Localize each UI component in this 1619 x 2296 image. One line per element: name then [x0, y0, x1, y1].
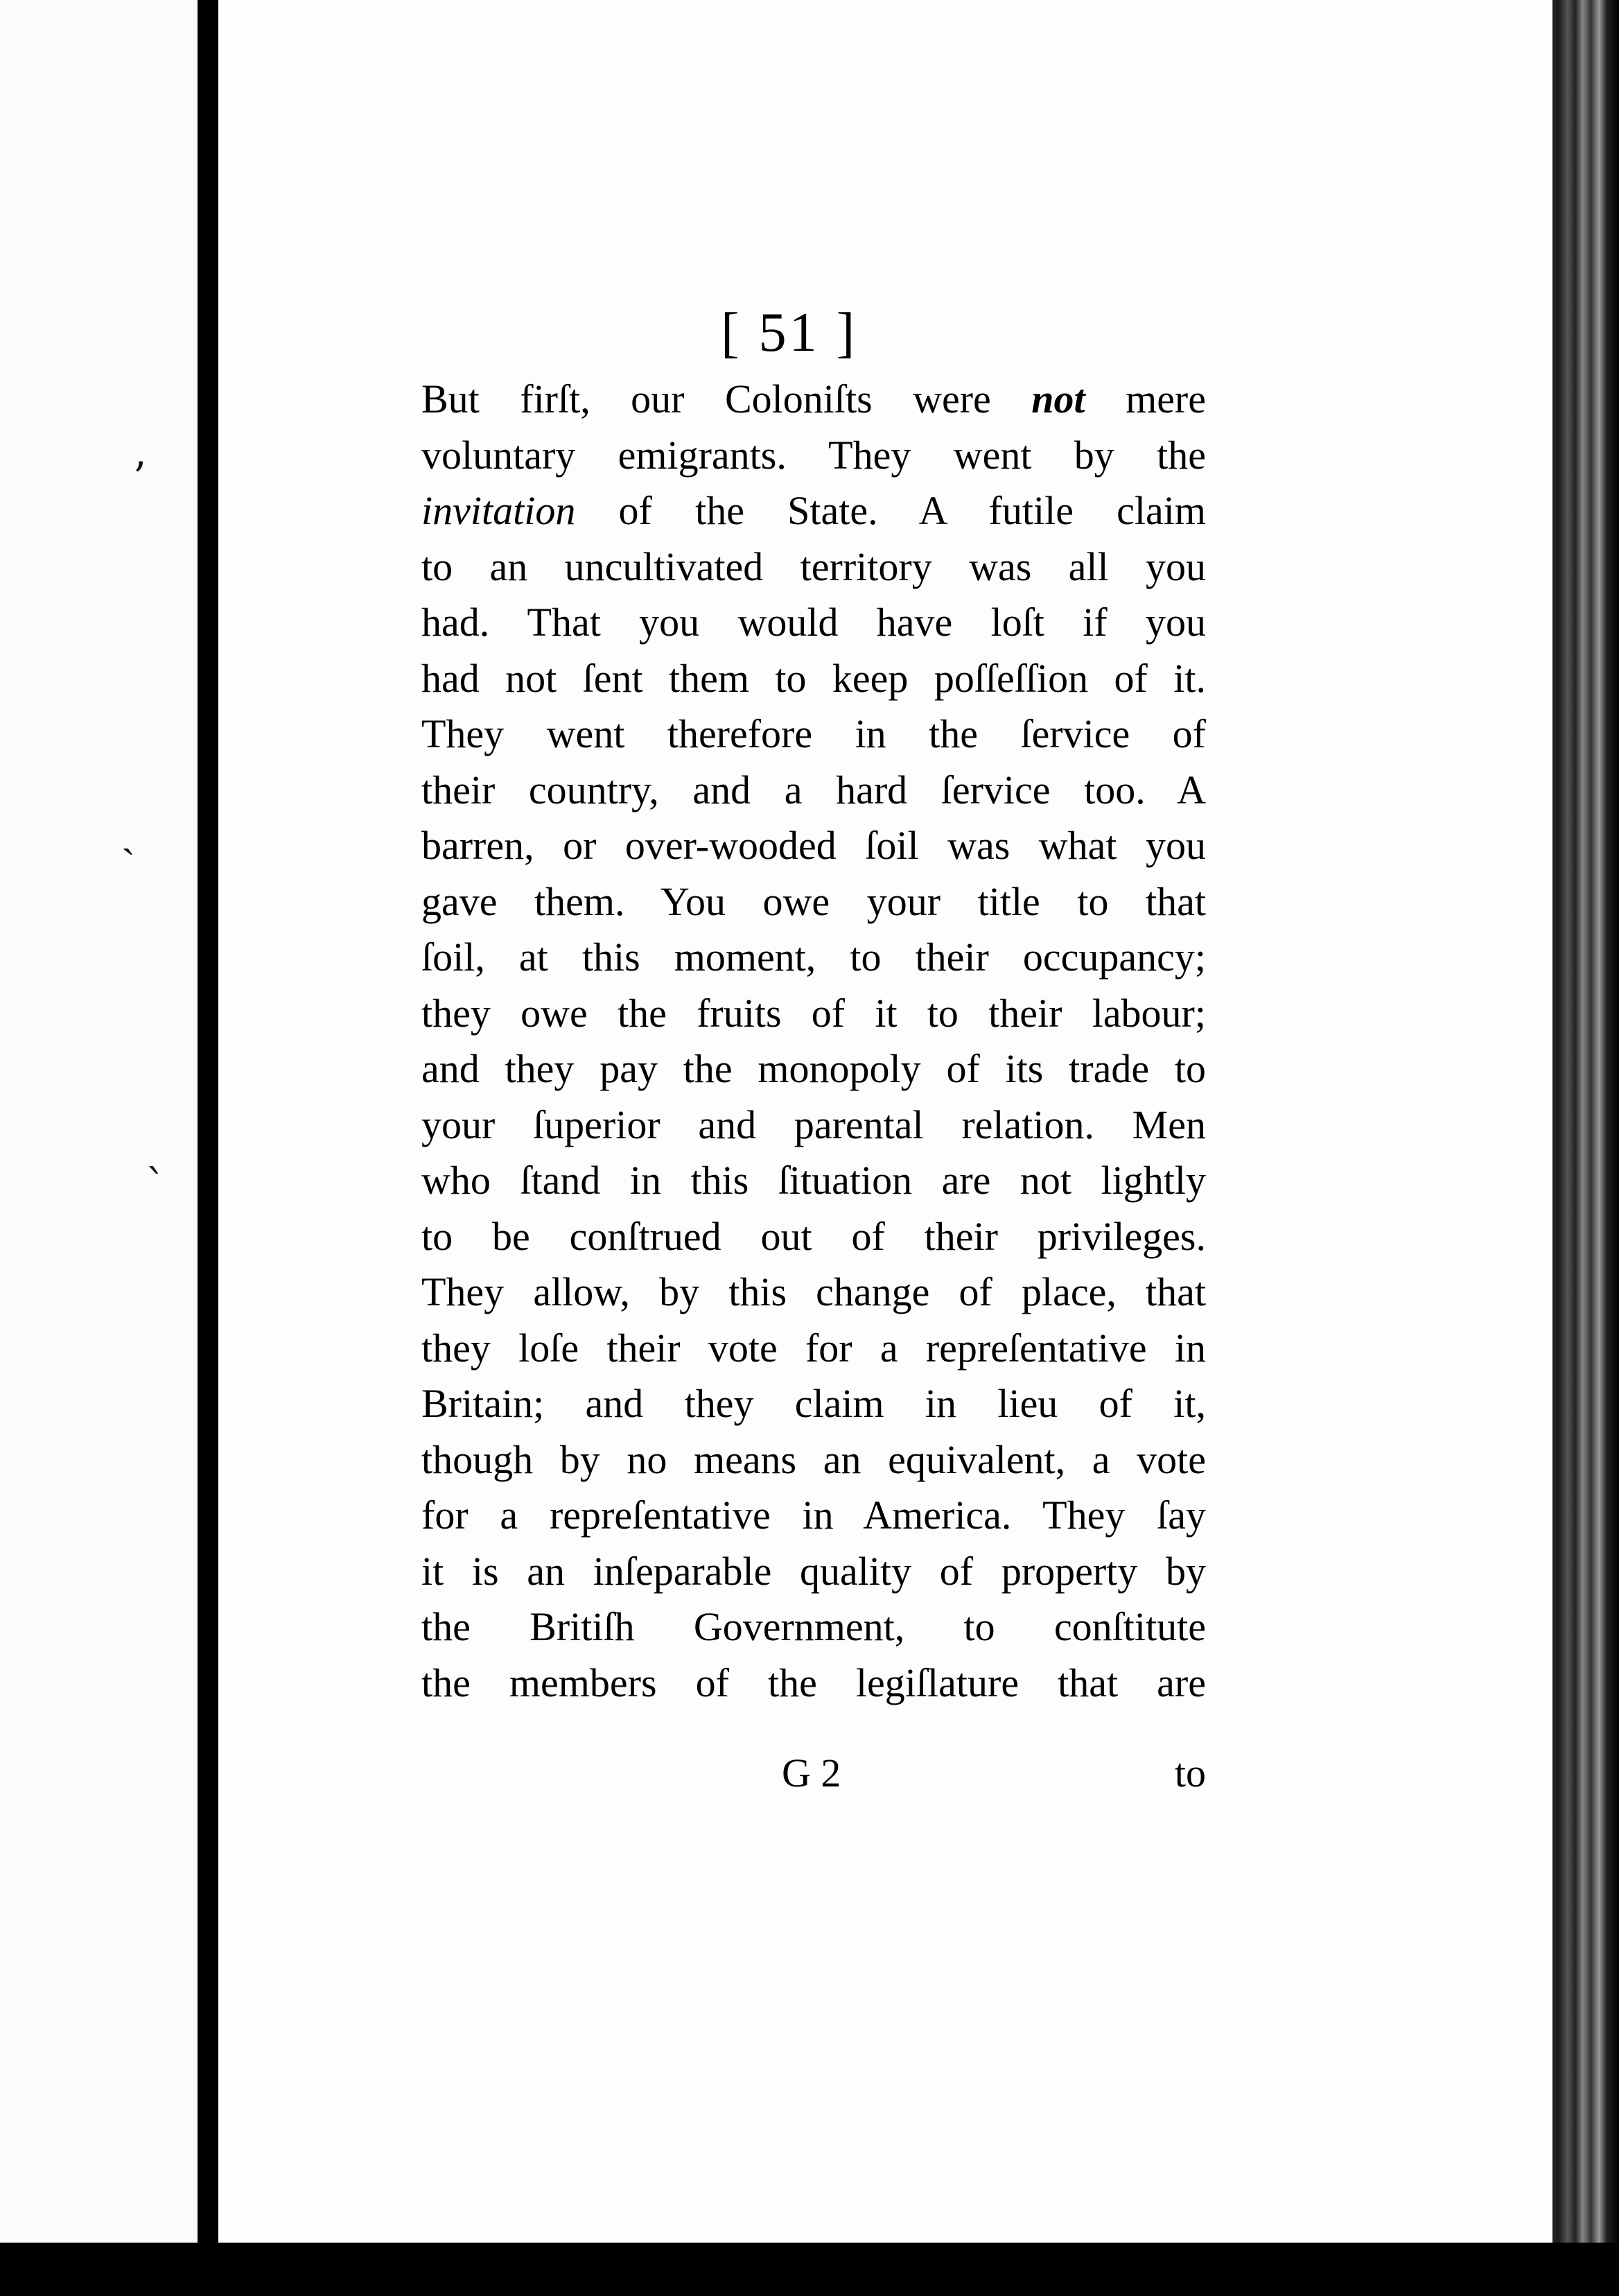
line-text: for a repreſentative in America. They ſay	[421, 1493, 1206, 1538]
line-text: they loſe their vote for a repreſentative in	[421, 1325, 1206, 1371]
text-line	[421, 1599, 1206, 1655]
line-text: they owe the fruits of it to their labour;	[421, 990, 1206, 1036]
catchword: to	[1174, 1750, 1206, 1795]
line-text: ſoil, at this moment, to their occupancy;	[421, 934, 1206, 980]
text-line	[421, 1153, 1206, 1209]
text-line	[421, 539, 1206, 595]
text-line	[421, 1544, 1206, 1600]
text-line	[421, 1655, 1206, 1712]
text-line	[421, 372, 1206, 428]
text-line	[421, 1209, 1206, 1265]
page-edges	[1557, 0, 1619, 2296]
bottom-shadow	[0, 2243, 1619, 2296]
text-line	[421, 763, 1206, 819]
text-line	[421, 986, 1206, 1042]
text-line	[421, 1376, 1206, 1432]
line-text: gave them. You owe your title to that	[421, 878, 1206, 924]
line-text: to be conſtrued out of their privileges.	[421, 1213, 1206, 1259]
text-line	[421, 428, 1206, 484]
text-line	[421, 1432, 1206, 1488]
text-line	[421, 1041, 1206, 1097]
body-text	[421, 372, 1206, 1711]
line-text: and they pay the monopoly of its trade to	[421, 1046, 1206, 1091]
line-text: though by no means an equivalent, a vote	[421, 1436, 1206, 1482]
text-line	[421, 595, 1206, 651]
text-line	[421, 874, 1206, 930]
gutter-shadow	[198, 0, 218, 2296]
line-text: They allow, by this change of place, that	[421, 1269, 1206, 1314]
emphasis-text: invitation	[421, 488, 576, 533]
text-line	[421, 706, 1206, 763]
line-text: mere	[1085, 376, 1206, 421]
emphasis-text: not	[1031, 376, 1085, 421]
line-text: Britain; and they claim in lieu of it,	[421, 1381, 1206, 1426]
line-text: of the State. A futile claim	[575, 488, 1206, 533]
page-footer	[421, 1746, 1206, 1801]
line-text: barren, or over-wooded ſoil was what you	[421, 823, 1206, 868]
line-text: had. That you would have loſt if you	[421, 600, 1206, 645]
page-number-header: [ 51 ]	[721, 302, 858, 363]
text-line	[421, 1264, 1206, 1321]
line-text: the members of the legiſlature that are	[421, 1660, 1206, 1705]
signature-mark: G 2	[782, 1750, 841, 1795]
line-text: your ſuperior and parental relation. Men	[421, 1102, 1206, 1147]
text-line	[421, 1321, 1206, 1377]
line-text: their country, and a hard ſervice too. A	[421, 767, 1206, 812]
text-line	[421, 1097, 1206, 1154]
left-page	[0, 0, 198, 2296]
text-line	[421, 651, 1206, 707]
line-text: to an uncultivated territory was all you	[421, 543, 1206, 589]
line-text: had not ſent them to keep poſſeſſion of it.	[421, 655, 1206, 701]
line-text: it is an inſeparable quality of property by	[421, 1548, 1206, 1594]
line-text: who ſtand in this ſituation are not lightly	[421, 1158, 1206, 1203]
line-text: They went therefore in the ſervice of	[421, 711, 1206, 756]
line-text: voluntary emigrants. They went by the	[421, 432, 1206, 478]
text-line	[421, 930, 1206, 986]
text-line	[421, 483, 1206, 539]
line-text: But firſt, our Coloniſts were	[421, 376, 1032, 421]
line-text: the Britiſh Government, to conſtitute	[421, 1604, 1206, 1649]
text-line	[421, 1488, 1206, 1544]
bleed-mark: ˋ	[146, 1161, 166, 1210]
text-line	[421, 818, 1206, 874]
bleed-mark: ˏ	[121, 808, 135, 856]
bleed-mark: ʼ	[132, 454, 146, 503]
